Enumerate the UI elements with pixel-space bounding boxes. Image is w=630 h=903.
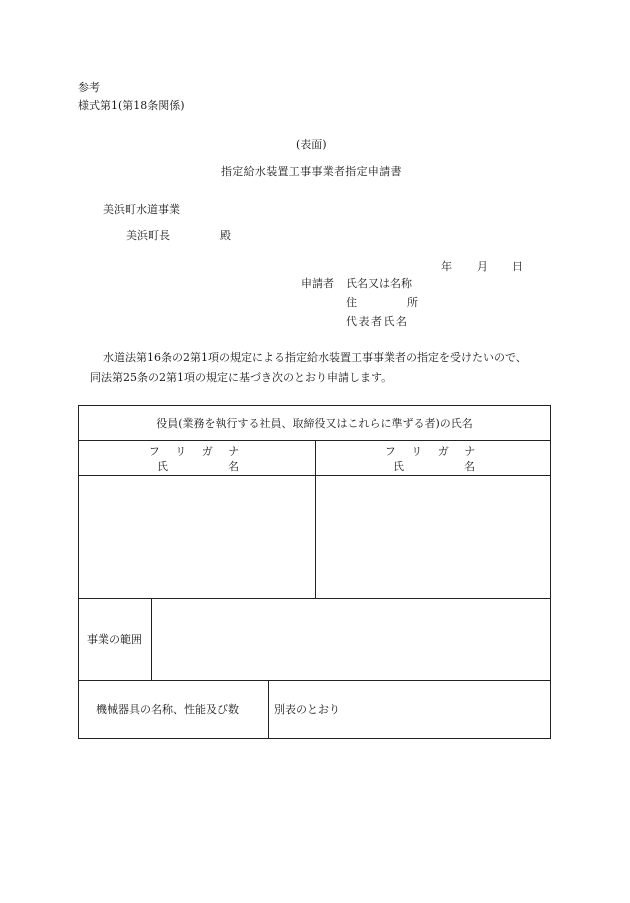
form-number: 様式第1(第18条関係) (78, 99, 185, 112)
business-scope-label: 事業の範囲 (87, 633, 142, 646)
applicant-address-field-1: 住 (346, 296, 357, 309)
body-text-line-2: 同法第25条の2第1項の規定に基づき次のとおり申請します。 (90, 371, 393, 384)
officer-name-cell-right[interactable] (317, 476, 549, 597)
right-name-label-2: 名 (464, 460, 475, 473)
equipment-value: 別表のとおり (274, 703, 340, 716)
addressee-recipient: 美浜町長 (126, 229, 170, 242)
right-furigana-label: フ リ ガ ナ (384, 445, 482, 458)
table-column-divider (151, 598, 152, 680)
right-name-label-1: 氏 (393, 460, 404, 473)
left-name-label-1: 氏 (157, 460, 168, 473)
left-name-label-2: 名 (228, 460, 239, 473)
business-scope-field[interactable] (153, 599, 549, 679)
equipment-label: 機械器具の名称、性能及び数 (96, 703, 239, 716)
date-day: 日 (512, 260, 523, 273)
application-table (78, 405, 551, 739)
officers-header: 役員(業務を執行する社員、取締役又はこれらに準ずる者)の氏名 (156, 417, 473, 430)
date-month: 月 (477, 260, 488, 273)
reference-label: 参考 (78, 81, 100, 94)
applicant-representative-field: 代表者氏名 (346, 315, 409, 328)
addressee-honorific: 殿 (220, 229, 231, 242)
applicant-name-field: 氏名又は名称 (346, 277, 412, 290)
table-column-divider (268, 680, 269, 738)
addressee-organization: 美浜町水道事業 (103, 203, 180, 216)
officer-name-cell-left[interactable] (80, 476, 314, 597)
left-furigana-label: フ リ ガ ナ (148, 445, 246, 458)
applicant-label: 申請者 (301, 277, 334, 290)
body-text-line-1: 水道法第16条の2第1項の規定による指定給水装置工事事業者の指定を受けたいので、 (103, 351, 527, 364)
date-year: 年 (441, 260, 452, 273)
document-title: 指定給水装置工事事業者指定申請書 (221, 165, 402, 178)
applicant-address-field-2: 所 (407, 296, 418, 309)
side-label: (表面) (296, 138, 327, 151)
table-divider (79, 680, 550, 681)
table-column-divider (315, 440, 316, 598)
